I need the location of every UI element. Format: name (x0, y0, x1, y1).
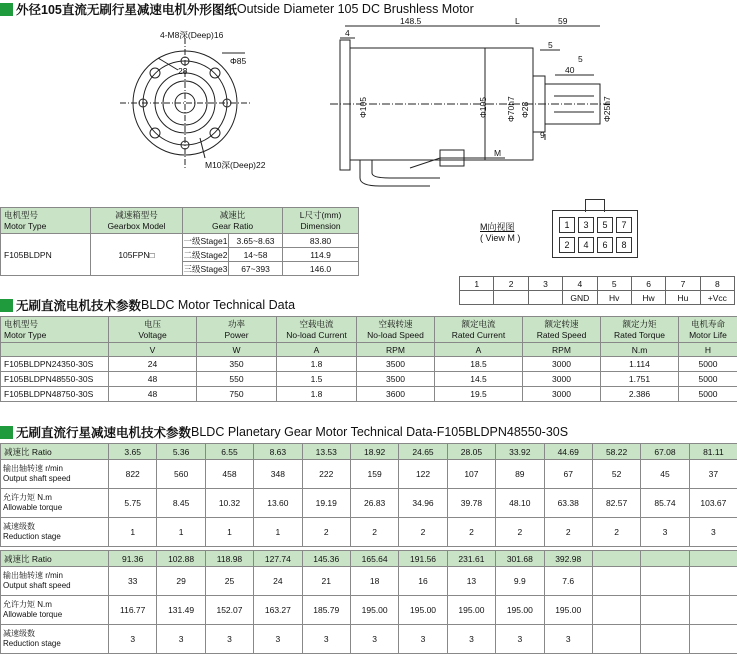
table-row (1, 567, 737, 596)
green-square-icon (0, 299, 13, 312)
value-cell: 82.57 (592, 489, 640, 518)
motor-cell: 1.8 (277, 357, 357, 372)
ratio-cell: 118.98 (205, 551, 253, 567)
motor-cell: 2.386 (601, 387, 679, 402)
value-cell: 29 (157, 567, 205, 596)
motor-cell: 5000 (679, 357, 737, 372)
value-cell: 26.83 (350, 489, 398, 518)
value-cell: 25 (205, 567, 253, 596)
value-cell: 63.38 (544, 489, 592, 518)
ratio-label: 减速比 Ratio (1, 551, 109, 567)
value-cell: 103.67 (689, 489, 737, 518)
spec-stage: 一级Stage1 (183, 235, 228, 246)
pin-signal (494, 291, 528, 305)
motor-cell: 3500 (357, 357, 435, 372)
motor-header: 电压 Voltage (109, 317, 197, 343)
value-cell: 3 (447, 625, 495, 654)
green-square-icon (0, 3, 13, 16)
connector-pin: 5 (597, 217, 613, 233)
ratio-cell: 33.92 (496, 444, 544, 460)
value-cell: 5.75 (109, 489, 157, 518)
drawing-label: 5 (548, 40, 553, 50)
connector-pin: 6 (597, 237, 613, 253)
value-cell: 3 (109, 625, 157, 654)
ratio-cell: 24.65 (399, 444, 447, 460)
table-row (1, 387, 737, 402)
value-cell: 3 (157, 625, 205, 654)
ratio-cell: 392.98 (544, 551, 592, 567)
title-en: BLDC Planetary Gear Motor Technical Data-F105BLDPN48550-30S (191, 425, 569, 439)
pin-number: 7 (666, 277, 700, 291)
section-title-motor (0, 296, 295, 314)
table-row (1, 357, 737, 372)
motor-header: 空载转速 No-load Speed (357, 317, 435, 343)
section-title-drawing (0, 0, 474, 18)
gear-table-2 (0, 550, 737, 654)
spec-dim: 114.9 (283, 248, 359, 262)
ratio-cell: 127.74 (254, 551, 302, 567)
value-cell: 1 (157, 518, 205, 547)
value-cell: 24 (254, 567, 302, 596)
pin-signal: GND (563, 291, 597, 305)
ratio-cell: 3.65 (109, 444, 157, 460)
value-cell: 3 (254, 625, 302, 654)
value-cell: 85.74 (641, 489, 689, 518)
motor-unit: V (109, 343, 197, 357)
table-row (1, 625, 737, 654)
motor-cell: 18.5 (435, 357, 523, 372)
value-cell: 3 (689, 518, 737, 547)
motor-header: 额定力矩 Rated Torque (601, 317, 679, 343)
pin-number: 8 (700, 277, 734, 291)
drawing-label: M10深(Deep)22 (205, 160, 266, 170)
ratio-label: 减速比 Ratio (1, 444, 109, 460)
pin-number: 2 (494, 277, 528, 291)
value-cell: 21 (302, 567, 350, 596)
motor-unit: RPM (523, 343, 601, 357)
motor-cell: 350 (197, 357, 277, 372)
value-cell (641, 567, 689, 596)
spec-header: 减速比 Gear Ratio (183, 208, 283, 234)
value-cell: 13.60 (254, 489, 302, 518)
value-cell: 116.77 (109, 596, 157, 625)
pin-signal (460, 291, 494, 305)
value-cell: 10.32 (205, 489, 253, 518)
ratio-cell: 13.53 (302, 444, 350, 460)
value-cell (689, 596, 737, 625)
row-label: 允许力矩 N.m Allowable torque (1, 596, 109, 625)
connector-pin: 4 (578, 237, 594, 253)
pin-signal: Hv (597, 291, 631, 305)
value-cell: 52 (592, 460, 640, 489)
value-cell: 3 (399, 625, 447, 654)
value-cell: 45 (641, 460, 689, 489)
motor-header: 电机型号 Motor Type (1, 317, 109, 343)
ratio-cell: 301.68 (496, 551, 544, 567)
value-cell: 3 (205, 625, 253, 654)
value-cell: 107 (447, 460, 495, 489)
ratio-cell (689, 551, 737, 567)
value-cell: 18 (350, 567, 398, 596)
ratio-row (1, 551, 737, 567)
ratio-cell: 102.88 (157, 551, 205, 567)
spec-table (0, 207, 359, 276)
motor-header: 额定电流 Rated Current (435, 317, 523, 343)
value-cell: 195.00 (350, 596, 398, 625)
value-cell: 89 (496, 460, 544, 489)
spec-dim: 83.80 (283, 234, 359, 248)
table-row (1, 596, 737, 625)
motor-cell: 1.114 (601, 357, 679, 372)
motor-cell: 3000 (523, 372, 601, 387)
motor-cell: 550 (197, 372, 277, 387)
value-cell: 2 (302, 518, 350, 547)
title-en: BLDC Motor Technical Data (141, 298, 296, 312)
value-cell (641, 596, 689, 625)
value-cell: 2 (592, 518, 640, 547)
value-cell: 2 (447, 518, 495, 547)
spec-ratio: 14~58 (229, 248, 283, 262)
pin-number: 6 (631, 277, 665, 291)
pin-table (459, 276, 735, 305)
ratio-cell: 231.61 (447, 551, 495, 567)
view-m-label: M向视图 ( View M ) (480, 222, 521, 243)
spec-ratio: 67~393 (229, 262, 283, 276)
motor-header: 功率 Power (197, 317, 277, 343)
value-cell: 122 (399, 460, 447, 489)
connector-pin: 1 (559, 217, 575, 233)
value-cell: 3 (302, 625, 350, 654)
ratio-cell: 67.08 (641, 444, 689, 460)
drawing-label: 148.5 (400, 18, 422, 26)
motor-cell: F105BLDPN48750-30S (1, 387, 109, 402)
drawing-label: Φ25h7 (602, 96, 612, 122)
value-cell: 185.79 (302, 596, 350, 625)
motor-unit: A (277, 343, 357, 357)
motor-header: 额定转速 Rated Speed (523, 317, 601, 343)
value-cell: 3 (350, 625, 398, 654)
spec-header: 减速箱型号 Gearbox Model (91, 208, 183, 234)
value-cell: 1 (205, 518, 253, 547)
motor-cell: 3000 (523, 357, 601, 372)
value-cell: 9.9 (496, 567, 544, 596)
pin-number: 3 (528, 277, 562, 291)
drawing-label: Φ105 (478, 97, 488, 118)
value-cell (592, 567, 640, 596)
ratio-cell: 8.63 (254, 444, 302, 460)
value-cell: 152.07 (205, 596, 253, 625)
row-label: 减速级数 Reduction stage (1, 518, 109, 547)
green-square-icon (0, 426, 13, 439)
drawing-label: Φ70h7 (506, 96, 516, 122)
spec-gearbox: 105FPN□ (91, 234, 183, 276)
table-row (1, 518, 737, 547)
motor-unit (1, 343, 109, 357)
spec-motor: F105BLDPN (1, 234, 91, 276)
value-cell: 560 (157, 460, 205, 489)
value-cell: 159 (350, 460, 398, 489)
drawing-label: 59 (558, 18, 568, 26)
title-cn: 无刷直流行星减速电机技术参数 (16, 426, 192, 440)
value-cell: 8.45 (157, 489, 205, 518)
drawing-label: 4 (345, 28, 350, 38)
value-cell: 2 (350, 518, 398, 547)
value-cell: 3 (641, 518, 689, 547)
value-cell: 2 (399, 518, 447, 547)
spec-dim: 146.0 (283, 262, 359, 276)
title-cn: 无刷直流电机技术参数 (16, 299, 142, 313)
pin-number: 5 (597, 277, 631, 291)
value-cell (689, 567, 737, 596)
value-cell (592, 625, 640, 654)
motor-header: 电机寿命 Motor Life (679, 317, 737, 343)
drawing-label: L (515, 18, 520, 26)
value-cell: 163.27 (254, 596, 302, 625)
ratio-cell: 91.36 (109, 551, 157, 567)
value-cell: 48.10 (496, 489, 544, 518)
ratio-cell: 6.55 (205, 444, 253, 460)
motor-cell: 5000 (679, 372, 737, 387)
ratio-cell: 44.69 (544, 444, 592, 460)
section-title-gear (0, 423, 568, 441)
motor-cell: 24 (109, 357, 197, 372)
drawing-label: 4-M8深(Deep)16 (160, 30, 224, 40)
pin-signal: +Vcc (700, 291, 734, 305)
pin-number: 1 (460, 277, 494, 291)
value-cell: 13 (447, 567, 495, 596)
row-label: 减速级数 Reduction stage (1, 625, 109, 654)
row-label: 输出轴转速 r/min Output shaft speed (1, 460, 109, 489)
value-cell: 16 (399, 567, 447, 596)
motor-cell: 48 (109, 387, 197, 402)
gear-table-1 (0, 443, 737, 547)
pin-signal: Hw (631, 291, 665, 305)
row-label: 允许力矩 N.m Allowable torque (1, 489, 109, 518)
motor-cell: 5000 (679, 387, 737, 402)
drawing-label: 40 (565, 65, 575, 75)
ratio-row (1, 444, 737, 460)
drawing-label: Φ105 (358, 97, 368, 118)
drawing-label: M (494, 148, 502, 158)
ratio-cell (592, 551, 640, 567)
value-cell: 2 (544, 518, 592, 547)
ratio-cell: 81.11 (689, 444, 737, 460)
value-cell: 33 (109, 567, 157, 596)
ratio-cell: 18.92 (350, 444, 398, 460)
value-cell: 3 (544, 625, 592, 654)
value-cell: 195.00 (544, 596, 592, 625)
ratio-cell (641, 551, 689, 567)
value-cell: 1 (109, 518, 157, 547)
pin-number: 4 (563, 277, 597, 291)
value-cell: 3 (496, 625, 544, 654)
pin-signal (528, 291, 562, 305)
motor-header: 空载电流 No-load Current (277, 317, 357, 343)
drawing-label: 28 (178, 66, 188, 76)
spec-header: L尺寸(mm) Dimension (283, 208, 359, 234)
connector-pin: 2 (559, 237, 575, 253)
motor-cell: F105BLDPN48550-30S (1, 372, 109, 387)
drawing-label: 5 (578, 54, 583, 64)
spec-header: 电机型号 Motor Type (1, 208, 91, 234)
drawing-label: 9 (540, 130, 545, 140)
motor-cell: 1.8 (277, 387, 357, 402)
value-cell: 195.00 (496, 596, 544, 625)
ratio-cell: 28.05 (447, 444, 495, 460)
table-row (1, 460, 737, 489)
title-cn: 外径105直流无刷行星减速电机外形图纸 (16, 3, 237, 17)
motor-cell: 1.5 (277, 372, 357, 387)
ratio-cell: 5.36 (157, 444, 205, 460)
ratio-cell: 165.64 (350, 551, 398, 567)
table-row (1, 489, 737, 518)
motor-unit: N.m (601, 343, 679, 357)
value-cell: 37 (689, 460, 737, 489)
motor-data-table (0, 316, 737, 402)
drawing-label: Φ28 (520, 101, 530, 118)
value-cell: 348 (254, 460, 302, 489)
value-cell: 19.19 (302, 489, 350, 518)
pin-signal: Hu (666, 291, 700, 305)
connector-diagram (552, 210, 638, 258)
motor-outline-drawing (0, 18, 737, 200)
drawing-label: Φ85 (230, 56, 247, 66)
spec-ratio: 3.65~8.63 (229, 234, 283, 248)
motor-cell: 3600 (357, 387, 435, 402)
value-cell: 1 (254, 518, 302, 547)
value-cell (592, 596, 640, 625)
title-en: Outside Diameter 105 DC Brushless Motor (236, 2, 474, 16)
motor-cell: 3500 (357, 372, 435, 387)
value-cell: 822 (109, 460, 157, 489)
value-cell: 222 (302, 460, 350, 489)
motor-unit: A (435, 343, 523, 357)
motor-cell: 14.5 (435, 372, 523, 387)
connector-pin: 8 (616, 237, 632, 253)
value-cell: 39.78 (447, 489, 495, 518)
ratio-cell: 145.36 (302, 551, 350, 567)
motor-unit: H (679, 343, 737, 357)
row-label: 输出轴转速 r/min Output shaft speed (1, 567, 109, 596)
motor-cell: 3000 (523, 387, 601, 402)
motor-unit: RPM (357, 343, 435, 357)
spec-stage: 三级Stage3 (183, 263, 228, 274)
motor-cell: 1.751 (601, 372, 679, 387)
motor-cell: 19.5 (435, 387, 523, 402)
value-cell: 458 (205, 460, 253, 489)
value-cell (641, 625, 689, 654)
table-row (1, 372, 737, 387)
ratio-cell: 58.22 (592, 444, 640, 460)
value-cell: 195.00 (399, 596, 447, 625)
motor-unit: W (197, 343, 277, 357)
motor-cell: 750 (197, 387, 277, 402)
connector-pin: 3 (578, 217, 594, 233)
value-cell: 7.6 (544, 567, 592, 596)
ratio-cell: 191.56 (399, 551, 447, 567)
connector-pin: 7 (616, 217, 632, 233)
value-cell: 2 (496, 518, 544, 547)
value-cell: 131.49 (157, 596, 205, 625)
value-cell: 195.00 (447, 596, 495, 625)
value-cell (689, 625, 737, 654)
spec-stage: 二级Stage2 (183, 249, 228, 260)
motor-cell: F105BLDPN24350-30S (1, 357, 109, 372)
motor-cell: 48 (109, 372, 197, 387)
value-cell: 67 (544, 460, 592, 489)
value-cell: 34.96 (399, 489, 447, 518)
